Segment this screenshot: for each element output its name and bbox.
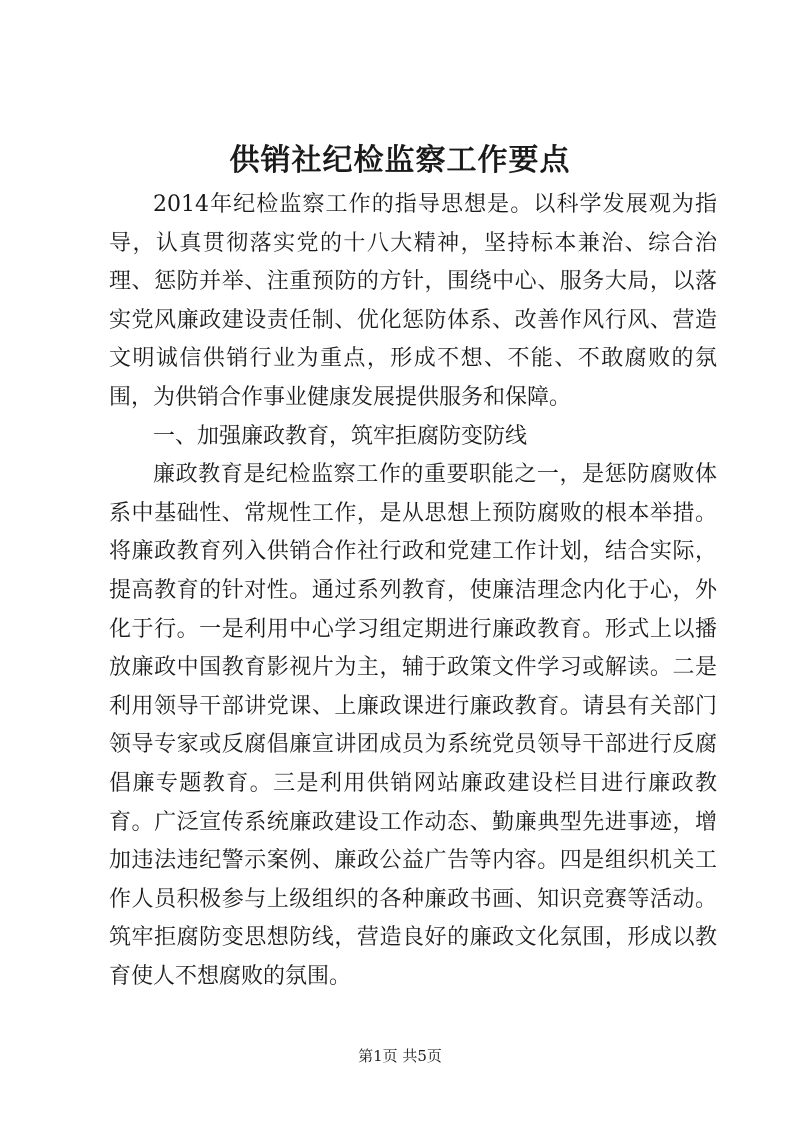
document-body (109, 186, 717, 996)
paragraph-integrity-education: 廉政教育是纪检监察工作的重要职能之一，是惩防腐败体系中基础性、常规性工作，是从思想上预防腐败的根本举措。将廉政教育列入供销合作社行政和党建工作计划，结合实际，提高教育的针对性。通过系列教育，使廉洁理念内化于心，外化于行。一是利用中心学习组定期进行廉政教育。形式上以播放廉政中国教育影视片为主，辅于政策文件学习或解读。二是利用领导干部讲党课、上廉政课进行廉政教育。请县有关部门领导专家或反腐倡廉宣讲团成员为系统党员领导干部进行反腐倡廉专题教育。三是利用供销网站廉政建设栏目进行廉政教育。广泛宣传系统廉政建设工作动态、勤廉典型先进事迹，增加违法违纪警示案例、廉政公益广告等内容。四是组织机关工作人员积极参与上级组织的各种廉政书画、知识竞赛等活动。筑牢拒腐防变思想防线，营造良好的廉政文化氛围，形成以教育使人不想腐败的氛围。 (109, 462, 717, 989)
document-title: 供销社纪检监察工作要点 (229, 143, 571, 178)
paragraph-guiding-ideology: 2014年纪检监察工作的指导思想是。以科学发展观为指导，认真贯彻落实党的十八大精神，坚持标本兼治、综合治理、惩防并举、注重预防的方针，围绕中心、服务大局，以落实党风廉政建设责任制、优化惩防体系、改善作风行风、营造文明诚信供销行业为重点，形成不想、不能、不敢腐败的氛围，为供销合作事业健康发展提供服务和保障。 (109, 192, 717, 410)
page-number-footer: 第1页 共5页 (358, 1047, 442, 1065)
section-heading-1: 一、加强廉政教育，筑牢拒腐防变防线 (153, 423, 528, 449)
